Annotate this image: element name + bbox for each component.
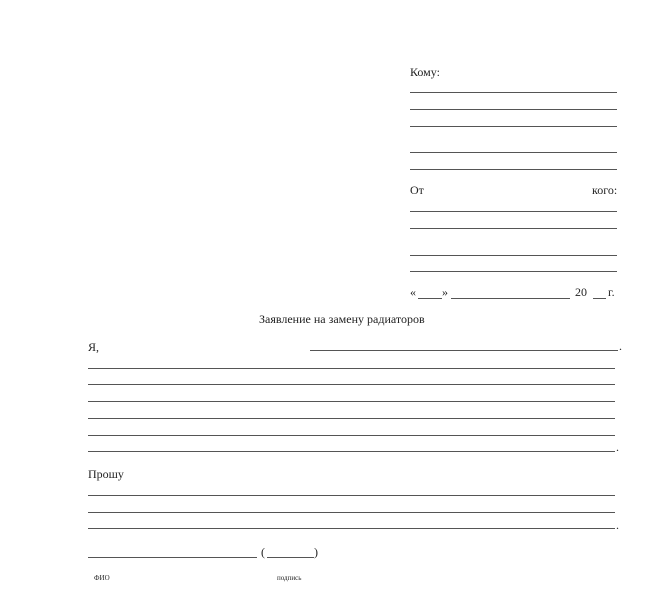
body-end-dot: . <box>616 440 619 454</box>
body-line-6 <box>88 451 615 452</box>
date-day-line <box>418 298 442 299</box>
date-year-line <box>593 298 606 299</box>
request-line-1 <box>88 495 615 496</box>
request-end-dot: . <box>616 518 619 532</box>
to-line-5 <box>410 169 617 170</box>
date-month-line <box>451 298 570 299</box>
body-line-4 <box>88 418 615 419</box>
from-label-end: кого: <box>592 183 618 197</box>
document-title: Заявление на замену радиаторов <box>259 312 425 326</box>
to-label: Кому: <box>410 65 440 79</box>
request-label: Прошу <box>88 467 124 481</box>
to-line-1 <box>410 92 617 93</box>
body-line-5 <box>88 435 615 436</box>
to-line-3 <box>410 126 617 127</box>
date-century: 20 <box>575 285 587 299</box>
intro-name-line <box>310 350 618 351</box>
date-close-quote: » <box>442 285 448 299</box>
signature-line <box>267 557 314 558</box>
signature-close-paren: ) <box>314 545 318 559</box>
request-line-3 <box>88 528 615 529</box>
signature-open-paren: ( <box>261 545 265 559</box>
date-year-suffix: г. <box>608 285 615 299</box>
request-line-2 <box>88 512 615 513</box>
to-line-4 <box>410 152 617 153</box>
body-line-2 <box>88 384 615 385</box>
from-line-4 <box>410 271 617 272</box>
to-line-2 <box>410 109 617 110</box>
from-line-3 <box>410 255 617 256</box>
fio-line <box>88 557 257 558</box>
fio-caption: ФИО <box>94 574 110 582</box>
body-line-3 <box>88 401 615 402</box>
from-line-2 <box>410 228 617 229</box>
intro-label: Я, <box>88 340 100 354</box>
body-line-1 <box>88 368 615 369</box>
from-label-start: От <box>410 183 424 197</box>
from-line-1 <box>410 211 617 212</box>
date-open-quote: « <box>410 285 416 299</box>
intro-end-dot: . <box>619 339 622 353</box>
signature-caption: подпись <box>277 574 302 582</box>
